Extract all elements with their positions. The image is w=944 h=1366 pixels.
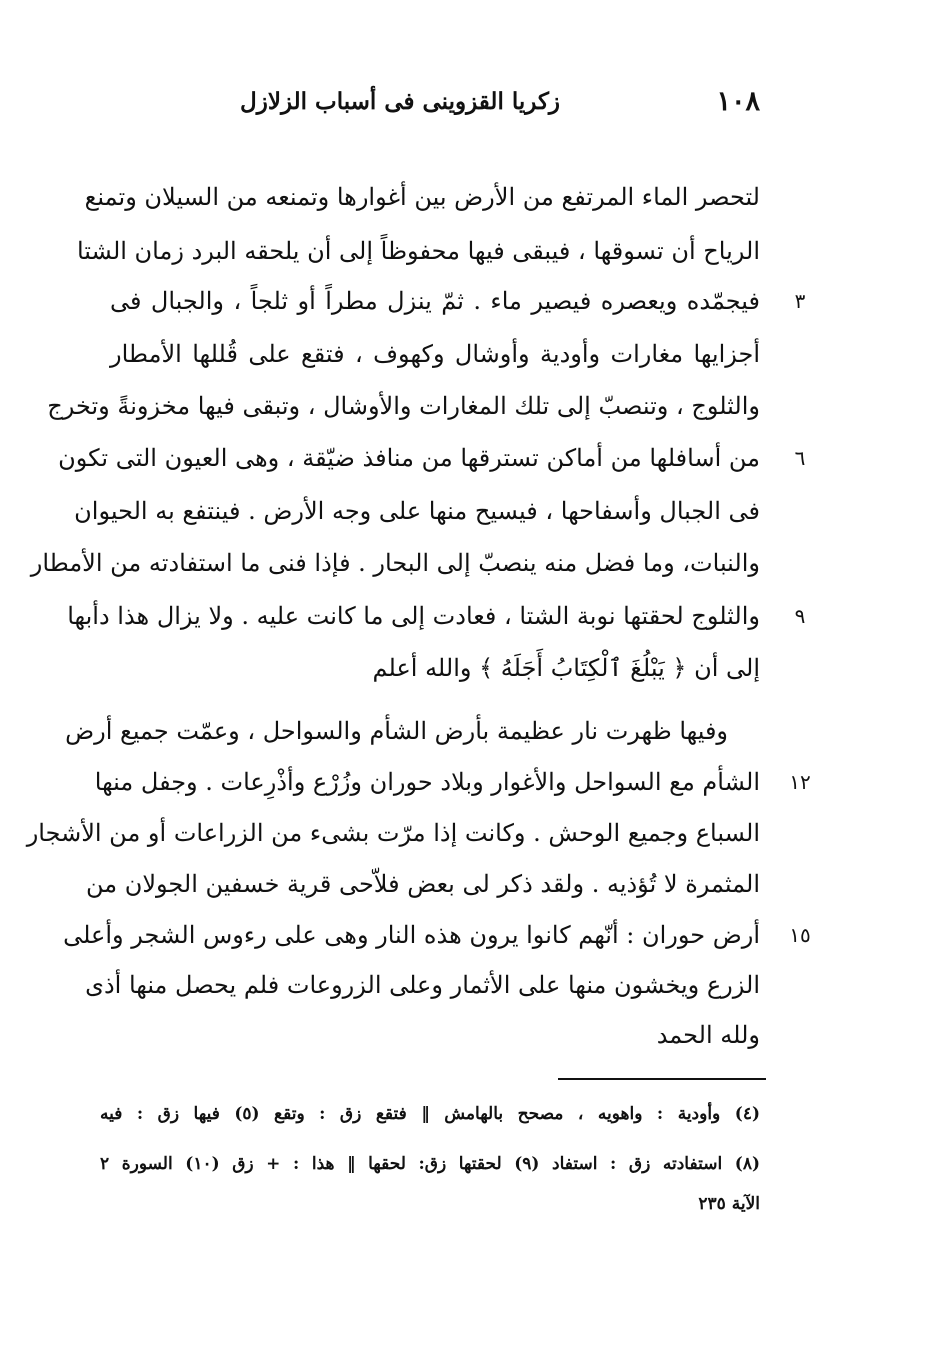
text-line: السباع وجميع الوحش . وكانت إذا مرّت بشىء من الزراعات أو من الأشجار [26,819,760,847]
line-number: ١٥ [789,923,811,947]
footnote-line: (٨) استفادته زق : استفاد (٩) لحقتها زق: لحقها ‖ هذا : + زق (١٠) السورة ٢ [100,1154,760,1174]
text-line: من أسافلها من أماكن تسترقها من منافذ ضيّقة ، وهى العيون التى تكون [58,444,760,472]
text-line: والثلوج لحقتها نوبة الشتا ، فعادت إلى ما كانت عليه . ولا يزال هذا دأبها [67,602,760,630]
text-line: الزرع ويخشون منها على الأثمار وعلى الزروعات فلم يحصل منها أذى [85,971,760,999]
footnote-line: (٤) وأودية : واهويه ، مصحح بالهامش ‖ فتقع زق : وتقع (٥) فيها زق : فيه [100,1104,760,1124]
text-line: والثلوج ، وتنصبّ إلى تلك المغارات والأوشال ، وتبقى فيها مخزونةً وتخرج [47,392,760,420]
text-line: إلى أن ﴿ يَبْلُغَ ٱلْكِتَابُ أَجَلَهُ ﴾ والله أعلم [372,654,760,682]
text-line: والنبات، وما فضل منه ينصبّ إلى البحار . فإذا فنى ما استفادته من الأمطار [30,549,760,577]
line-number: ١٢ [789,770,811,794]
text-line: لتحصر الماء المرتفع من الأرض بين أغوارها وتمنعه من السيلان وتمنع [84,183,760,211]
line-number: ٦ [794,446,806,470]
line-number: ٣ [794,289,806,313]
page-number: ١٠٨ [716,86,760,117]
text-line: فيجمّده ويعصره فيصير ماء . ثمّ ينزل مطراً أو ثلجاً ، والجبال فى [110,287,760,315]
text-line: وفيها ظهرت نار عظيمة بأرض الشأم والسواحل ، وعمّت جميع أرض [65,717,728,745]
text-line: ولله الحمد [656,1021,760,1049]
page-header [100,86,760,126]
footnote-line: الآية ٢٣٥ [698,1194,760,1214]
text-line: الشأم مع السواحل والأغوار وبلاد حوران وزُرْع وأذْرِعات . وجفل منها [94,768,760,796]
line-number: ٩ [794,604,806,628]
text-line: الرياح أن تسوقها ، فيبقى فيها محفوظاً إلى أن يلحقه البرد زمان الشتا [76,237,760,265]
running-title: زكريا القزوينى فى أسباب الزلازل [240,88,560,115]
text-line: أجزايها مغارات وأودية وأوشال وكهوف ، فتقع على قُللها الأمطار [110,340,760,368]
text-line: فى الجبال وأسفاحها ، فيسيح منها على وجه الأرض . فينتفع به الحيوان [74,497,760,525]
text-line: أرض حوران : أنّهم كانوا يرون هذه النار وهى على رءوس الشجر وأعلى [63,921,760,949]
footnote-divider [558,1078,766,1080]
text-line: المثمرة لا تُؤذيه . ولقد ذكر لى بعض فلاّحى قرية خسفين الجولان من [85,870,760,898]
